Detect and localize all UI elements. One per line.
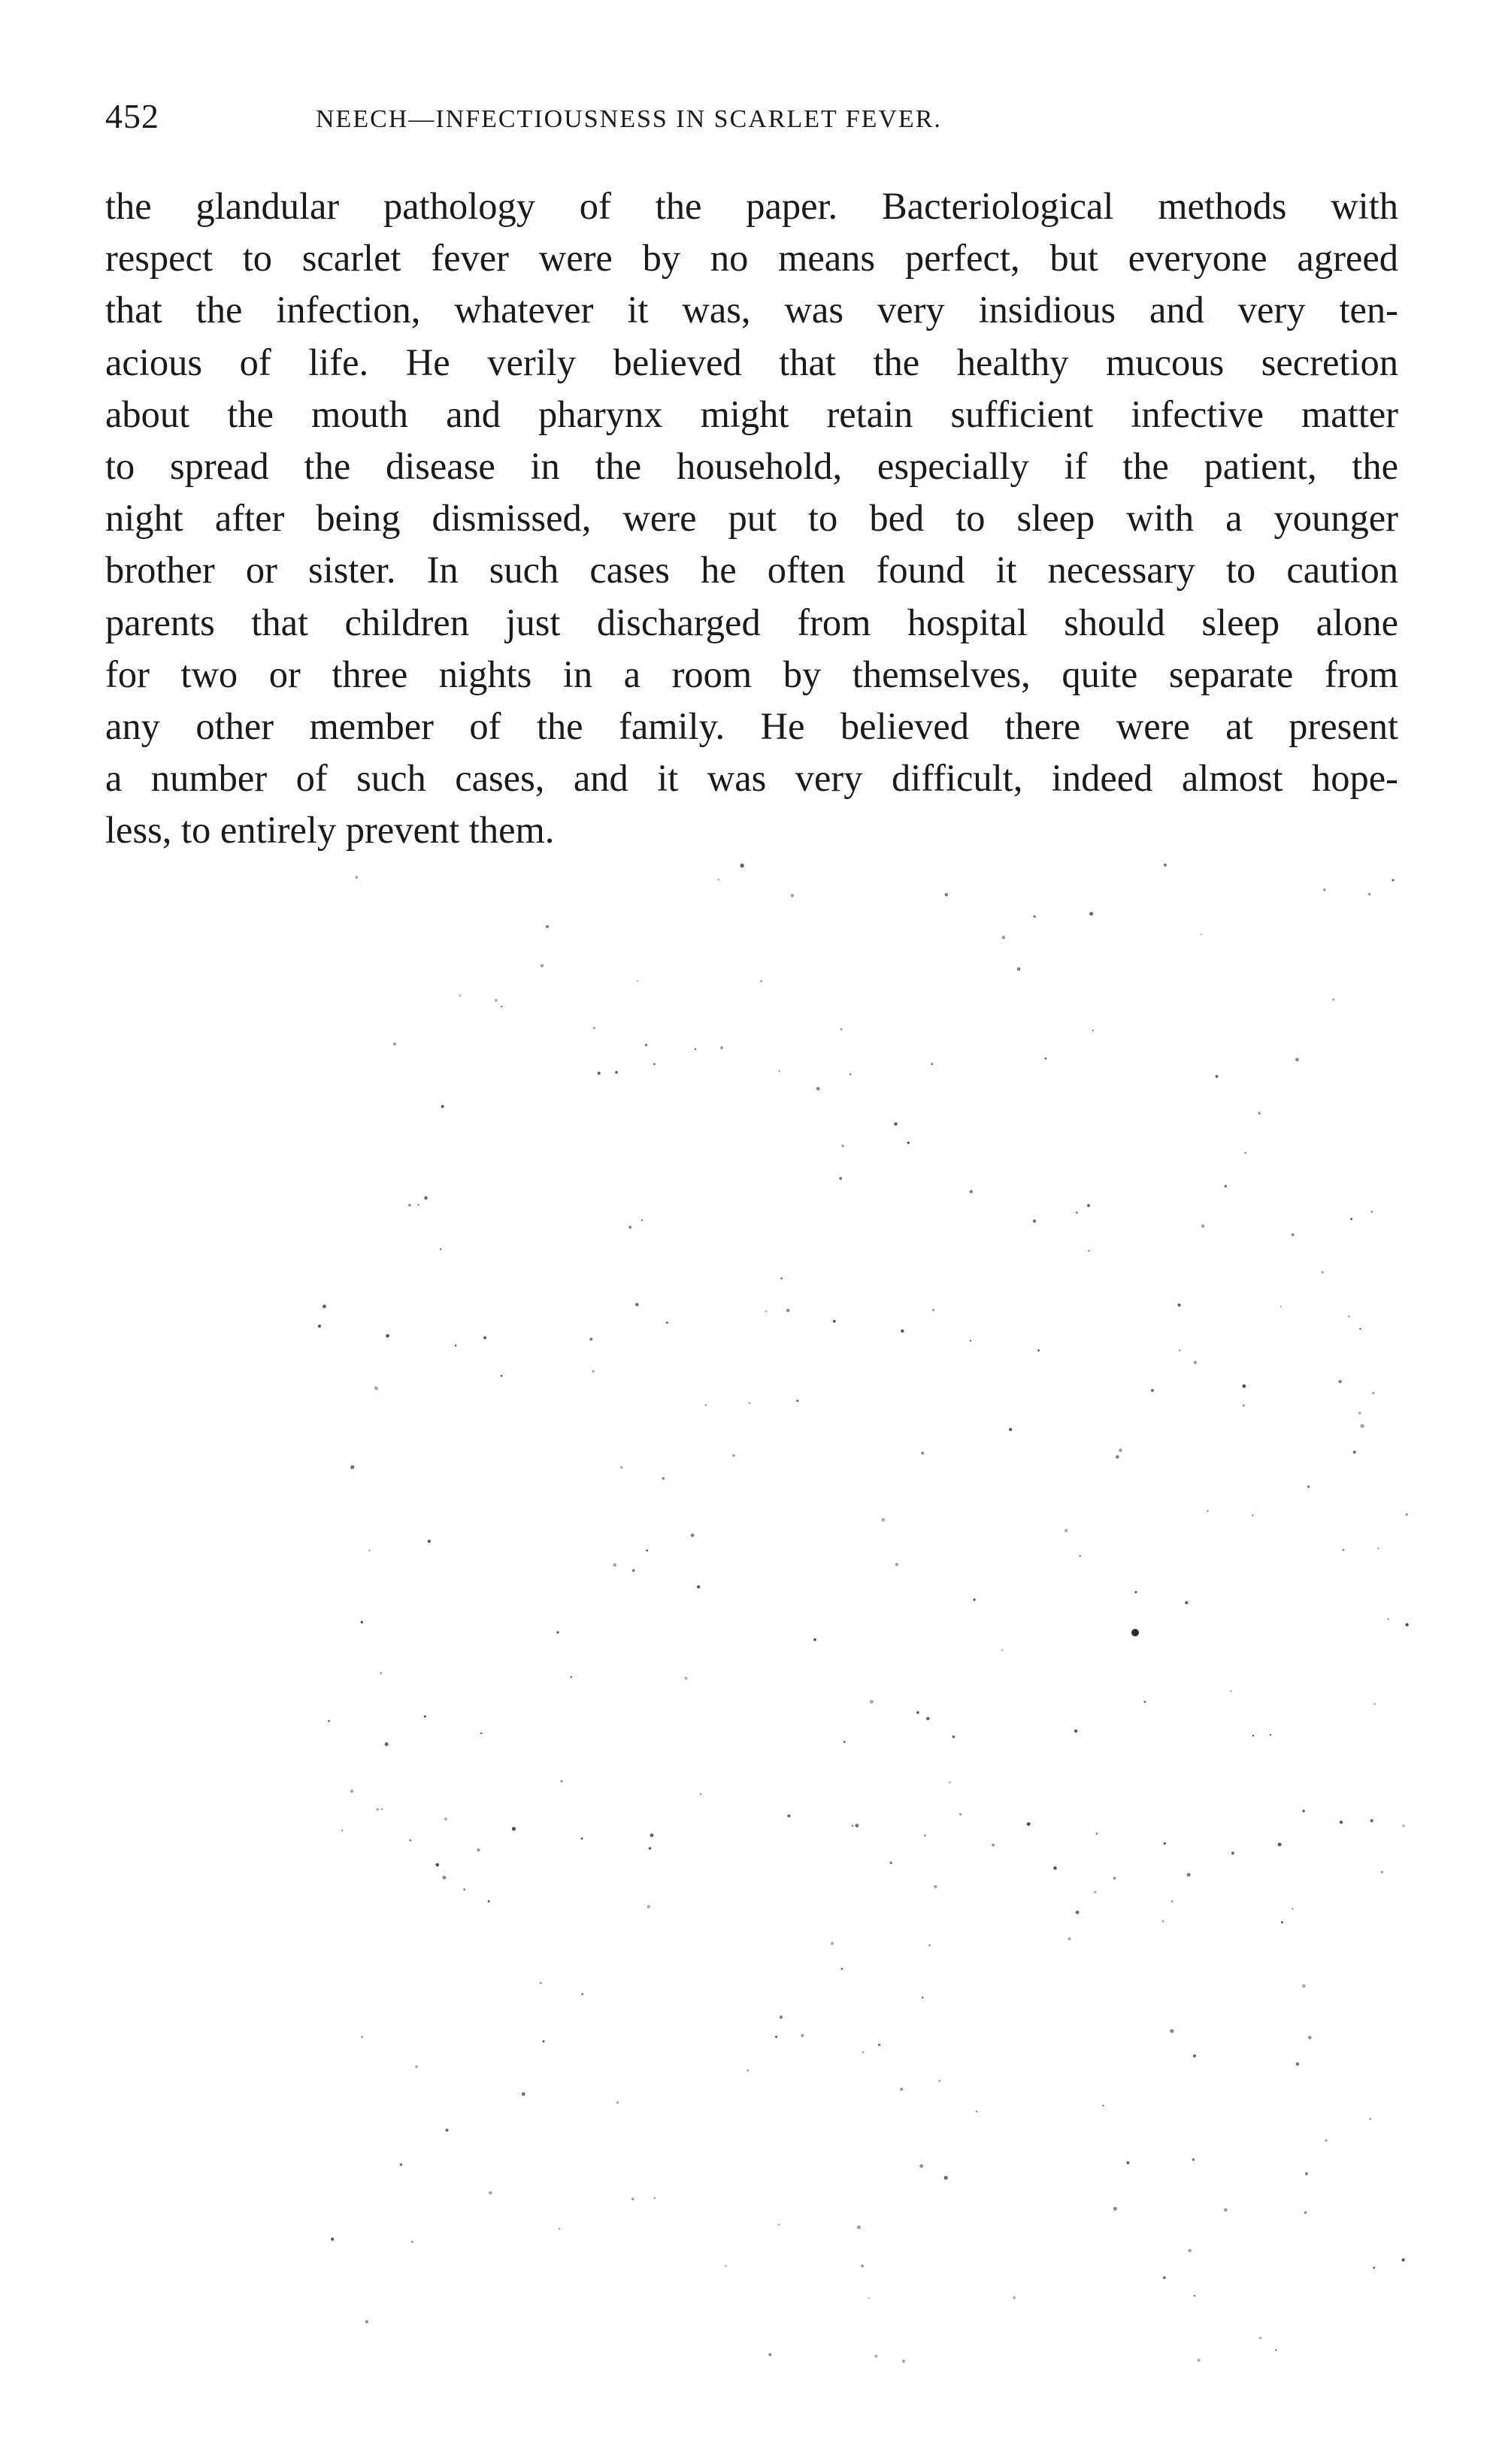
- speck: [1353, 1451, 1356, 1454]
- speck: [796, 1400, 798, 1402]
- speck: [861, 2265, 864, 2268]
- speck: [616, 2101, 619, 2104]
- speck: [779, 1070, 780, 1072]
- speck: [932, 1309, 934, 1311]
- speck: [1164, 864, 1167, 867]
- speck: [1295, 1058, 1299, 1061]
- speck: [760, 980, 762, 982]
- speck: [646, 1549, 648, 1551]
- speck: [1244, 1152, 1246, 1154]
- speck: [512, 1827, 516, 1830]
- speck: [718, 879, 719, 880]
- speck: [944, 2176, 948, 2180]
- speck: [381, 1809, 383, 1810]
- speck: [1194, 2295, 1195, 2296]
- speck: [840, 1968, 843, 1970]
- speck: [1116, 1455, 1119, 1459]
- speck: [1027, 1822, 1031, 1826]
- speck: [1089, 912, 1093, 916]
- speck: [1231, 1851, 1234, 1854]
- speck: [1135, 1591, 1137, 1594]
- speck: [1171, 1900, 1173, 1902]
- speck: [331, 2238, 334, 2241]
- speck: [495, 999, 498, 1002]
- speck: [1392, 879, 1394, 881]
- speck: [1377, 1548, 1379, 1549]
- speck: [1201, 934, 1202, 935]
- speck: [350, 1465, 354, 1469]
- speck: [1302, 1810, 1305, 1813]
- speck: [546, 925, 549, 928]
- speck: [1321, 1271, 1323, 1273]
- speck: [1053, 1866, 1056, 1869]
- text-line: to spread the disease in the household, especially if the patient, the: [105, 444, 1398, 487]
- speck: [635, 1303, 638, 1306]
- speck: [705, 1404, 707, 1406]
- text-line: acious of life. He verily believed that the healthy mucous secretion: [105, 341, 1398, 383]
- speck: [922, 1996, 924, 1999]
- speck: [592, 1370, 594, 1373]
- speck: [1119, 1448, 1122, 1452]
- speck: [1280, 1306, 1282, 1307]
- speck: [840, 1028, 843, 1031]
- speck: [928, 1944, 931, 1946]
- speck: [780, 2015, 783, 2018]
- speck: [1402, 1824, 1405, 1827]
- body-paragraph: [105, 180, 1398, 856]
- speck: [1292, 1908, 1293, 1909]
- speck: [541, 964, 544, 967]
- speck: [1096, 1833, 1098, 1834]
- speck: [365, 2320, 368, 2323]
- speck: [459, 994, 460, 996]
- speck: [732, 1454, 735, 1457]
- speck: [895, 1563, 898, 1566]
- speck: [571, 1676, 572, 1678]
- speck: [1194, 1361, 1198, 1364]
- speck: [350, 1790, 353, 1793]
- speck: [1281, 1921, 1283, 1924]
- speck: [900, 2087, 903, 2090]
- speck: [926, 1717, 929, 1720]
- speck: [1402, 2258, 1405, 2261]
- text-line: that the infection, whatever it was, was very insidious and very ten-: [105, 289, 1398, 331]
- running-head: [105, 96, 1398, 141]
- speck: [1243, 1404, 1245, 1406]
- speck: [489, 2191, 492, 2195]
- speck: [1197, 2359, 1200, 2362]
- speck: [1370, 1819, 1373, 1822]
- text-line: brother or sister. In such cases he often found it necessary to caution: [105, 549, 1398, 592]
- speck: [700, 1794, 701, 1795]
- speck: [598, 1072, 601, 1075]
- speck: [976, 2111, 977, 2112]
- speck: [424, 1196, 428, 1200]
- speck: [1193, 2054, 1196, 2057]
- speck: [1037, 1349, 1040, 1352]
- speck: [1076, 1911, 1080, 1915]
- speck: [613, 1563, 616, 1567]
- speck: [1074, 1730, 1077, 1733]
- speck: [581, 1993, 583, 1996]
- speck: [1406, 1514, 1408, 1516]
- speck: [934, 1885, 937, 1889]
- speck: [1164, 1842, 1166, 1845]
- speck: [791, 894, 795, 898]
- speck: [1373, 1703, 1376, 1705]
- speck: [560, 1780, 562, 1782]
- text-line: the glandular pathology of the paper. Bacteriological methods with: [105, 185, 1398, 227]
- speck: [1224, 2208, 1228, 2212]
- speck: [1371, 1211, 1373, 1213]
- speck: [901, 1330, 904, 1333]
- speck: [816, 1087, 820, 1091]
- speck: [1307, 1485, 1310, 1488]
- speck: [1243, 1385, 1246, 1388]
- speck: [1001, 1649, 1003, 1651]
- speck: [747, 2069, 749, 2071]
- speck: [831, 1942, 834, 1945]
- text-line: any other member of the family. He believed there were at present: [105, 704, 1398, 747]
- text-line: respect to scarlet fever were by no means perfect, but everyone agreed: [105, 237, 1398, 280]
- speck: [970, 1340, 971, 1342]
- speck: [1151, 1389, 1154, 1392]
- speck: [477, 1848, 480, 1851]
- speck: [1065, 1529, 1068, 1533]
- speck: [1369, 2117, 1371, 2120]
- speck: [522, 2092, 525, 2096]
- speck: [924, 1834, 926, 1836]
- speck: [589, 1338, 592, 1341]
- speck: [615, 1071, 618, 1074]
- speck: [881, 1518, 885, 1521]
- speck: [765, 1311, 768, 1313]
- speck: [1270, 1734, 1271, 1736]
- speck: [916, 1711, 919, 1714]
- speck: [1076, 1212, 1078, 1214]
- speck: [418, 1204, 419, 1206]
- speck: [1068, 1937, 1071, 1940]
- speck: [775, 2036, 777, 2038]
- speck: [870, 1700, 874, 1704]
- speck: [411, 2241, 413, 2243]
- speck: [483, 1336, 486, 1339]
- speck: [878, 2044, 880, 2046]
- speck: [959, 1813, 962, 1816]
- speck: [409, 1839, 411, 1842]
- speck: [318, 1324, 321, 1327]
- speck: [833, 1320, 836, 1323]
- speck: [1292, 1234, 1295, 1237]
- text-line: less, to entirely prevent them.: [105, 809, 555, 852]
- speck: [907, 1142, 910, 1144]
- speck: [1373, 2266, 1375, 2269]
- speck: [921, 1451, 924, 1454]
- speck: [1350, 1218, 1352, 1220]
- speck: [653, 1063, 656, 1065]
- speck: [938, 2080, 940, 2082]
- speck: [1017, 967, 1021, 971]
- speck: [841, 1145, 844, 1148]
- speck: [440, 1248, 442, 1250]
- speck: [952, 1736, 955, 1739]
- speck: [868, 2297, 870, 2299]
- speck: [501, 1375, 503, 1377]
- speck: [1305, 2172, 1308, 2175]
- speck: [488, 1900, 490, 1902]
- speck: [1278, 1842, 1282, 1846]
- speck: [556, 1631, 559, 1633]
- speck: [385, 1742, 389, 1746]
- speck: [628, 1226, 631, 1229]
- speck: [1178, 1303, 1181, 1306]
- speck: [581, 1838, 583, 1840]
- speck: [725, 2265, 727, 2267]
- speck: [480, 1733, 483, 1735]
- speck: [786, 1309, 790, 1312]
- speck: [1094, 1891, 1096, 1893]
- speck: [1332, 998, 1334, 1000]
- speck: [973, 1598, 976, 1601]
- speck: [323, 1305, 326, 1309]
- speck: [631, 2198, 634, 2201]
- speck: [443, 1875, 447, 1879]
- speck: [1372, 1392, 1374, 1394]
- speck: [662, 1477, 665, 1480]
- speck: [778, 2223, 780, 2226]
- speck: [1323, 888, 1326, 891]
- speck: [1192, 2158, 1195, 2161]
- speck: [1113, 2207, 1117, 2211]
- speck: [1170, 2029, 1174, 2033]
- speck: [862, 2051, 865, 2054]
- speck: [1258, 1112, 1261, 1115]
- speck: [1045, 1058, 1047, 1060]
- speck: [1405, 1623, 1408, 1626]
- speck: [695, 1049, 696, 1050]
- running-title: NEECH—INFECTIOUSNESS IN SCARLET FEVER.: [316, 105, 942, 133]
- speck: [843, 1741, 846, 1743]
- speck: [380, 1672, 383, 1675]
- speck: [1252, 1515, 1254, 1517]
- speck: [740, 864, 744, 867]
- speck: [1088, 1250, 1090, 1252]
- speck: [748, 1402, 750, 1404]
- speck: [428, 1539, 431, 1542]
- speck: [1230, 1691, 1231, 1692]
- speck: [328, 1720, 330, 1722]
- speck: [691, 1533, 695, 1537]
- speck: [501, 1006, 502, 1007]
- speck: [463, 1888, 465, 1890]
- speck: [970, 1190, 973, 1193]
- speck: [424, 1715, 426, 1718]
- speck: [1102, 2105, 1104, 2106]
- speck: [1188, 2249, 1192, 2253]
- speck: [455, 1345, 457, 1347]
- speck: [393, 1043, 396, 1046]
- speck: [543, 2040, 545, 2042]
- speck: [1358, 1412, 1361, 1415]
- speck: [1348, 1315, 1350, 1318]
- speck: [1080, 1555, 1081, 1557]
- speck: [1087, 1204, 1090, 1207]
- speck: [1304, 2211, 1307, 2214]
- speck: [400, 2163, 403, 2166]
- speck: [637, 980, 638, 982]
- speck: [341, 1830, 343, 1831]
- speck: [645, 1044, 647, 1046]
- speck: [374, 1386, 378, 1390]
- speck: [889, 1862, 892, 1865]
- speck: [992, 1844, 995, 1847]
- speck: [593, 1027, 595, 1029]
- speck: [1126, 2161, 1129, 2164]
- speck: [787, 1815, 790, 1818]
- speck: [697, 1585, 700, 1588]
- speck: [1187, 1873, 1191, 1877]
- speck: [1381, 1871, 1383, 1873]
- speck: [444, 1818, 447, 1821]
- speck: [1308, 2036, 1312, 2039]
- page-number: 452: [105, 97, 159, 135]
- speck: [355, 876, 358, 879]
- speck: [1325, 2139, 1328, 2142]
- speck: [839, 1177, 842, 1180]
- speck: [894, 1122, 898, 1126]
- speck: [1361, 1424, 1364, 1427]
- speck: [377, 1808, 379, 1810]
- speck: [632, 1570, 635, 1573]
- text-line: a number of such cases, and it was very difficult, indeed almost hope-: [105, 757, 1398, 800]
- speck: [1340, 1821, 1343, 1824]
- speck: [445, 2129, 448, 2132]
- speck: [620, 1466, 623, 1469]
- speck: [649, 1847, 652, 1850]
- speck: [1179, 1349, 1181, 1352]
- speck: [1259, 2337, 1261, 2339]
- speck: [1185, 1601, 1188, 1604]
- speck: [1216, 1075, 1219, 1078]
- speck: [1002, 936, 1006, 940]
- speck: [949, 1781, 951, 1784]
- speck: [415, 2065, 418, 2068]
- speck: [857, 2226, 861, 2229]
- speck: [1207, 1510, 1209, 1512]
- speck: [361, 1621, 363, 1623]
- speck: [1252, 1735, 1254, 1736]
- speck: [813, 1639, 816, 1642]
- speck: [1368, 893, 1371, 896]
- speck: [801, 2034, 804, 2037]
- speck: [931, 1063, 933, 1065]
- speck: [874, 2354, 877, 2357]
- speck: [849, 1073, 852, 1076]
- speck: [1275, 2349, 1276, 2350]
- speck: [1163, 2276, 1166, 2279]
- speck: [666, 1321, 668, 1324]
- speck: [852, 1825, 854, 1827]
- speck: [1092, 1030, 1094, 1031]
- speck: [1343, 1549, 1345, 1551]
- speck: [368, 1549, 371, 1551]
- speck: [441, 1105, 444, 1108]
- speck: [1201, 1224, 1204, 1227]
- speck: [650, 1833, 654, 1837]
- speck: [780, 1277, 783, 1279]
- speck: [1338, 1380, 1342, 1384]
- speck: [1033, 916, 1035, 918]
- speck: [1162, 1921, 1164, 1922]
- text-line: night after being dismissed, were put to bed to sleep with a younger: [105, 497, 1398, 540]
- speck: [559, 2227, 561, 2229]
- speck: [856, 1824, 859, 1827]
- speck: [1359, 1328, 1361, 1330]
- speck: [1387, 1618, 1389, 1620]
- speck: [1033, 1219, 1036, 1222]
- speck: [1144, 1701, 1146, 1703]
- text-line: parents that children just discharged from hospital should sleep alone: [105, 601, 1398, 643]
- text-line: about the mouth and pharynx might retain sufficient infective matter: [105, 392, 1398, 435]
- speck: [1113, 1877, 1116, 1880]
- speck: [408, 1203, 411, 1206]
- speck: [685, 1677, 688, 1680]
- speck: [436, 1863, 440, 1867]
- speck: [1225, 1185, 1228, 1188]
- speck: [768, 2354, 771, 2357]
- speck: [386, 1334, 389, 1338]
- speck: [540, 1982, 542, 1984]
- speck: [1302, 1984, 1306, 1988]
- speck: [647, 1905, 650, 1909]
- speck: [1013, 2296, 1016, 2299]
- speck: [919, 2164, 923, 2168]
- speck: [641, 1219, 643, 1221]
- speck: [361, 2036, 363, 2039]
- speck: [1296, 2063, 1300, 2066]
- speck: [1009, 1428, 1012, 1431]
- speck: [654, 2197, 656, 2199]
- text-line: for two or three nights in a room by themselves, quite separate from: [105, 652, 1398, 695]
- speck: [902, 2360, 906, 2363]
- speck: [720, 1046, 723, 1049]
- speck: [1131, 1629, 1139, 1636]
- speck: [945, 893, 949, 897]
